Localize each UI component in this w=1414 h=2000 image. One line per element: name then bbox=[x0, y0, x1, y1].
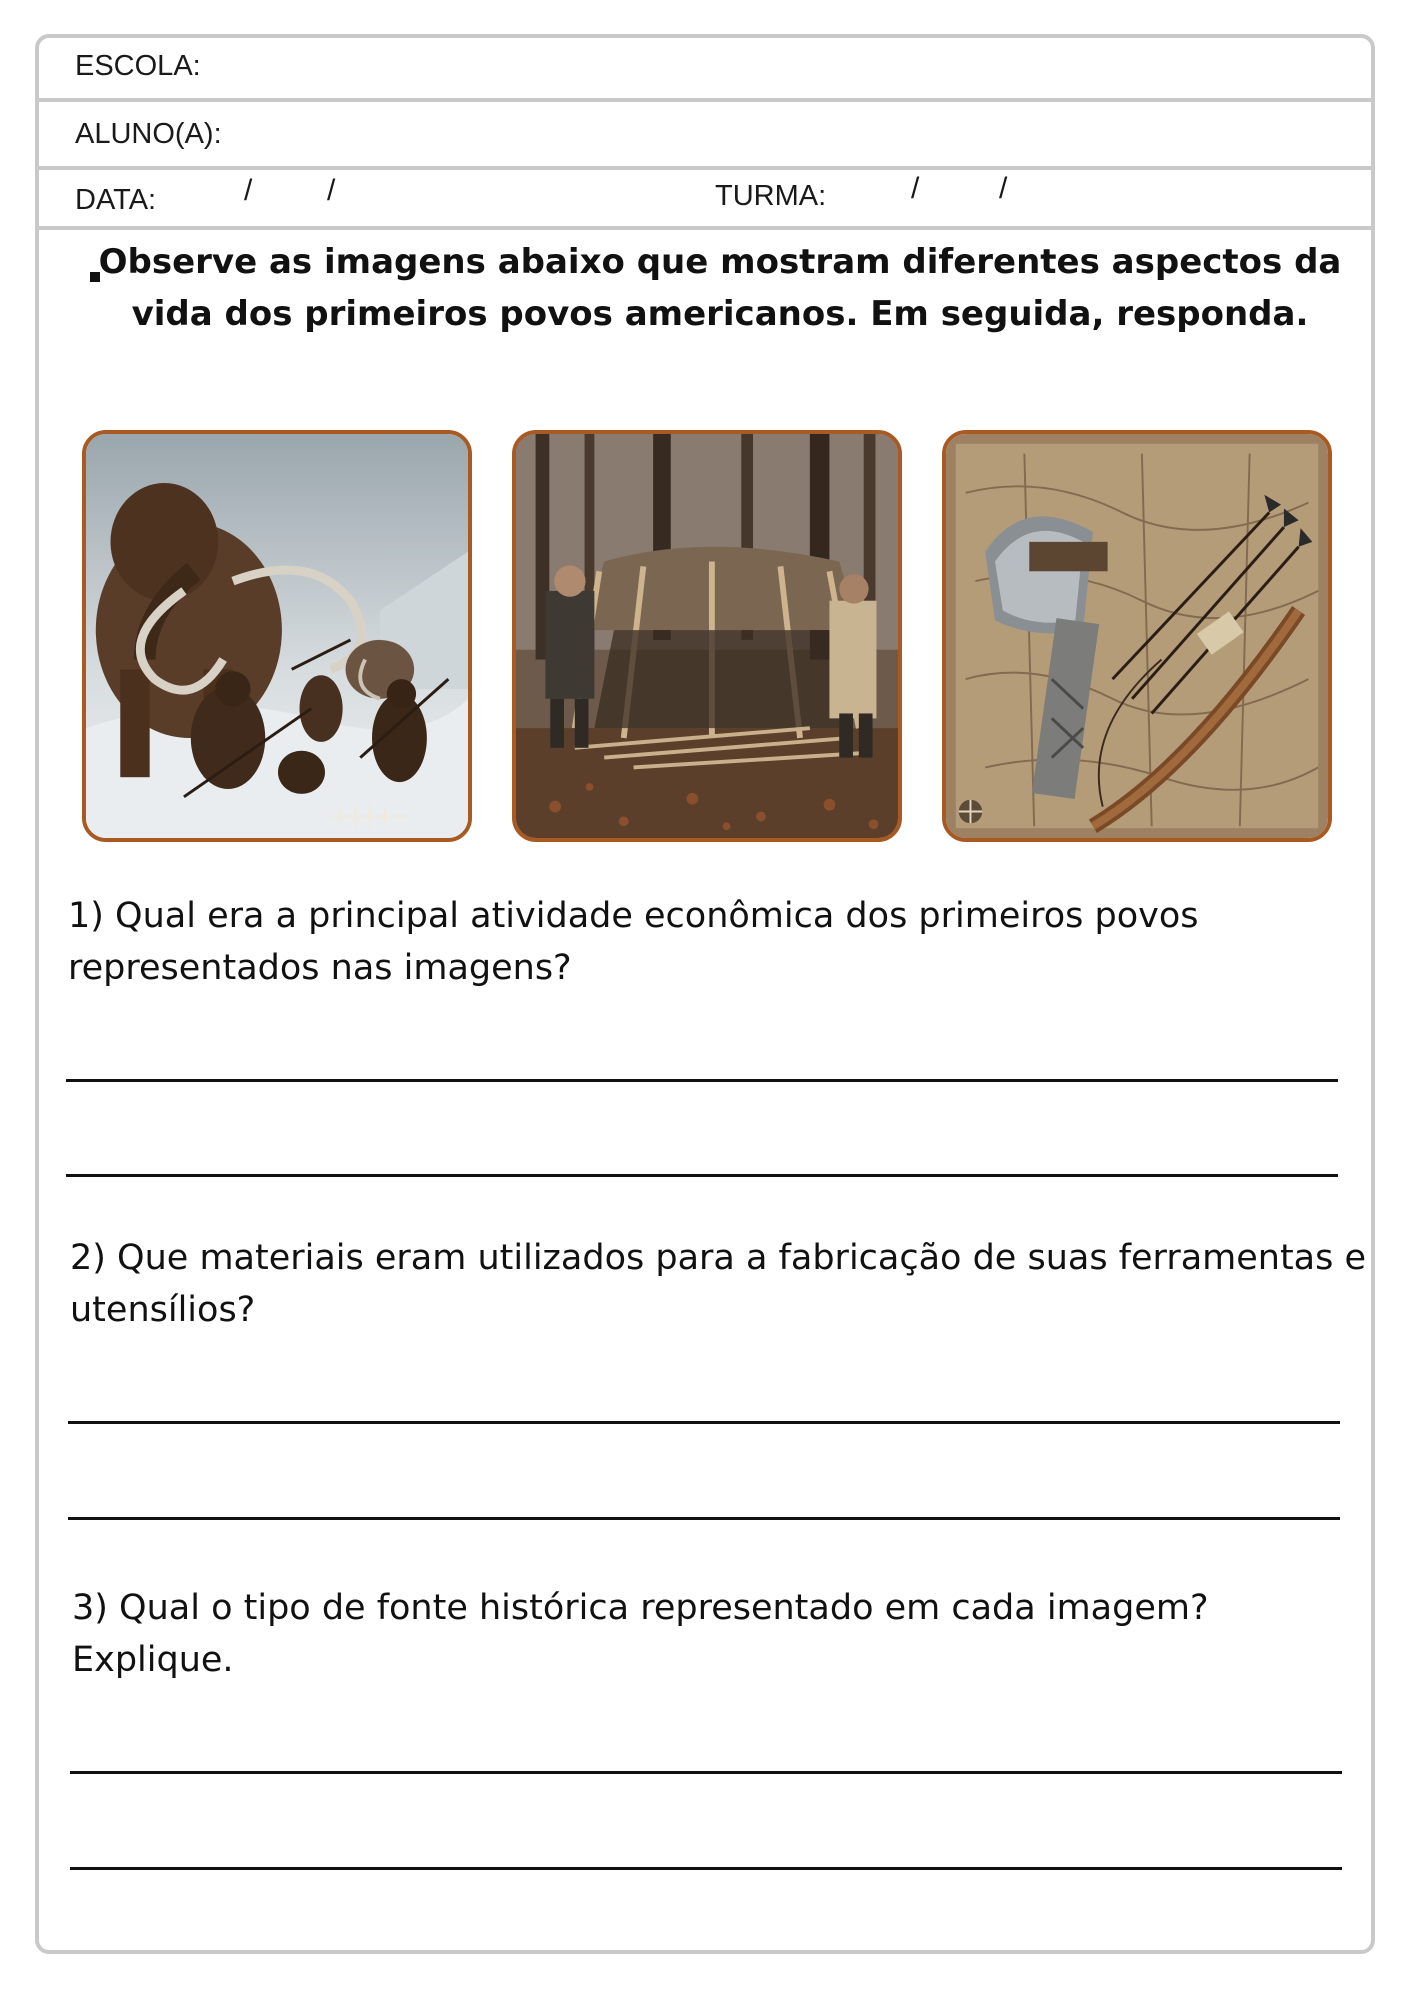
answer-line-3a[interactable] bbox=[70, 1771, 1342, 1774]
student-label: ALUNO(A): bbox=[75, 118, 222, 150]
answer-line-3b[interactable] bbox=[70, 1867, 1342, 1870]
answer-line-1a[interactable] bbox=[66, 1079, 1338, 1082]
answer-line-2a[interactable] bbox=[68, 1421, 1340, 1424]
tools-on-map-image bbox=[942, 430, 1332, 842]
date-slash-1: / bbox=[244, 174, 253, 207]
school-label: ESCOLA: bbox=[75, 50, 201, 82]
student-row bbox=[39, 102, 1371, 170]
instruction-text: Observe as imagens abaixo que mostram diferentes aspectos da vida dos primeiros povos americanos. Em seguida, responda. bbox=[98, 242, 1342, 334]
date-class-row bbox=[39, 170, 1371, 230]
class-slash-2: / bbox=[999, 172, 1008, 205]
date-slash-2: / bbox=[327, 174, 336, 207]
answer-line-2b[interactable] bbox=[68, 1517, 1340, 1520]
school-row bbox=[39, 38, 1371, 102]
question-3: 3) Qual o tipo de fonte histórica representado em cada imagem? Explique. bbox=[72, 1588, 1209, 1680]
date-label: DATA: bbox=[75, 184, 157, 216]
answer-line-1b[interactable] bbox=[66, 1174, 1338, 1177]
class-label: TURMA: bbox=[715, 180, 827, 212]
mammoth-hunt-image bbox=[82, 430, 472, 842]
question-1: 1) Qual era a principal atividade econômica dos primeiros povos representados nas imagens? bbox=[68, 896, 1199, 988]
question-2: 2) Que materiais eram utilizados para a fabricação de suas ferramentas e utensílios? bbox=[70, 1238, 1367, 1330]
hut-construction-image bbox=[512, 430, 902, 842]
class-slash-1: / bbox=[911, 172, 920, 205]
